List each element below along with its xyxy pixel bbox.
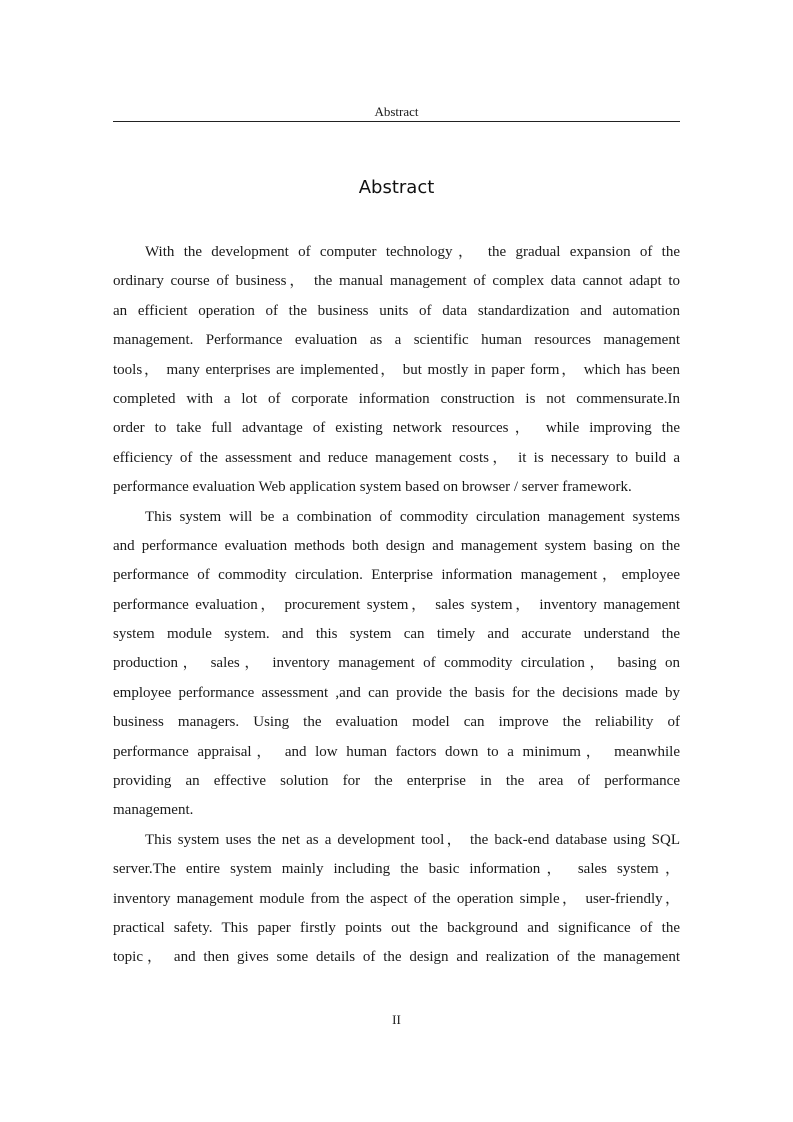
paragraph-3 — [113, 826, 680, 973]
text-line: employee performance assessment ,and can provide the basis for the decisions made by — [113, 684, 680, 701]
text-line: performance evaluation Web application system based on browser / server framework. — [113, 479, 632, 496]
text-line: server.The entire system mainly including the basic information， sales system， — [113, 861, 680, 878]
text-line: performance appraisal， and low human factors down to a minimum， meanwhile — [113, 743, 680, 760]
paragraph-1 — [113, 238, 680, 503]
text-line: and performance evaluation methods both design and management system basing on the — [113, 537, 680, 554]
text-line: performance evaluation， procurement system， sales system， inventory management — [113, 596, 680, 613]
text-line: an efficient operation of the business units of data standardization and automation — [113, 302, 680, 319]
text-line: topic， and then gives some details of the design and realization of the management — [113, 949, 680, 966]
text-line: practical safety. This paper firstly points out the background and significance of the — [113, 919, 680, 936]
text-line: business managers. Using the evaluation model can improve the reliability of — [113, 714, 680, 731]
text-line: ordinary course of business， the manual management of complex data cannot adapt to — [113, 273, 680, 290]
text-line: inventory management module from the aspect of the operation simple， user-friendly， — [113, 890, 680, 907]
running-header: Abstract — [374, 104, 419, 119]
text-line: tools， many enterprises are implemented， but mostly in paper form， which has been — [113, 361, 680, 378]
page-title: Abstract — [358, 177, 435, 198]
paragraph-2 — [113, 503, 680, 826]
text-line: efficiency of the assessment and reduce management costs， it is necessary to build a — [113, 449, 680, 466]
header-divider — [113, 121, 680, 122]
abstract-body — [113, 238, 680, 973]
text-line: This system uses the net as a development tool， the back-end database using SQL — [145, 831, 680, 848]
text-line: This system will be a combination of commodity circulation management systems — [145, 508, 680, 525]
text-line: management. Performance evaluation as a scientific human resources management — [113, 332, 680, 349]
text-line: order to take full advantage of existing network resources， while improving the — [113, 420, 680, 437]
text-line: With the development of computer technology， the gradual expansion of the — [145, 244, 680, 260]
text-line: system module system. and this system can timely and accurate understand the — [113, 626, 680, 643]
text-line: performance of commodity circulation. Enterprise information management，employee — [113, 567, 680, 584]
text-line: management. — [113, 802, 194, 819]
text-line: providing an effective solution for the enterprise in the area of performance — [113, 773, 680, 790]
page-number: II — [392, 1012, 401, 1027]
text-line: completed with a lot of corporate information construction is not commensurate.In — [113, 390, 680, 407]
text-line: production， sales， inventory management of commodity circulation， basing on — [113, 655, 680, 672]
